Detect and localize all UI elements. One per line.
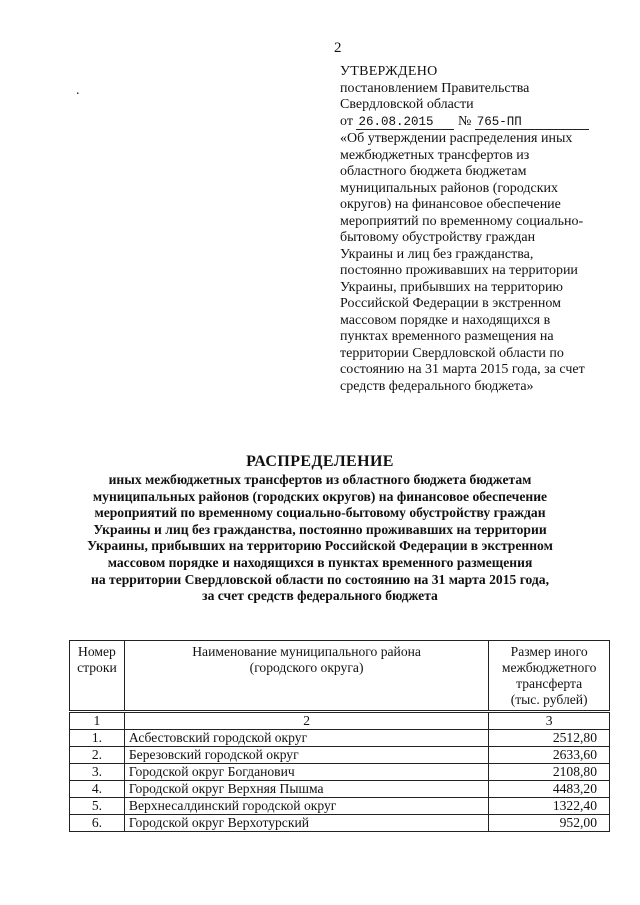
header-line: Размер иного [510,644,588,659]
header-row-number [70,641,125,712]
row-number: 6. [70,815,125,832]
header-line: строки [77,660,117,675]
header-line: Номер [78,644,116,659]
row-municipality: Верхнесалдинский городской округ [124,798,488,815]
quote-line: муниципальных районов (городских [340,180,559,196]
quote-line: межбюджетных трансфертов из [340,147,530,163]
date-prefix: от [340,113,353,129]
column-number-row [70,712,610,730]
subtitle-line: иных межбюджетных трансфертов из областного бюджета бюджетам [108,472,532,487]
subtitle-line: муниципальных районов (городских округов) на финансовое обеспечение [92,488,548,504]
approval-line-1: постановлением Правительства [340,80,530,96]
quote-line: состоянию на 31 марта 2015 года, за счет [340,362,585,377]
quote-line: массовом порядке и находящихся в [340,312,551,328]
header-line: (тыс. рублей) [510,692,588,707]
page-number: 2 [334,40,342,56]
approval-date: 26.08.2015 [356,116,454,130]
table-row [70,798,610,815]
quote-line: территории Свердловской области по [340,345,564,361]
approval-number: 765-ПП [475,116,589,130]
approval-block [340,64,620,395]
distribution-table [69,640,610,832]
row-amount: 2512,80 [489,730,610,747]
subtitle-line: массовом порядке и находящихся в пунктах временного размещения [107,554,533,570]
header-line: межбюджетного [501,660,597,675]
row-municipality: Городской округ Верхняя Пышма [124,781,488,798]
quote-line: «Об утверждении распределения иных [340,131,573,146]
approval-line-2: Свердловской области [340,97,474,112]
quote-line: мероприятий по временному социально- [340,213,584,229]
row-amount: 4483,20 [489,781,610,798]
subtitle-line: за счет средств федерального бюджета [202,588,438,604]
table-row [70,747,610,764]
row-municipality: Березовский городской округ [124,747,488,764]
quote-line: округов) на финансовое обеспечение [340,197,561,212]
quote-line: бытовому обустройству граждан [340,230,536,245]
row-number: 1. [70,730,125,747]
header-line: трансферта [516,676,583,691]
column-number: 3 [489,712,610,730]
quote-line: средств федерального бюджета» [340,378,534,394]
quote-line: пунктах временного размещения на [340,329,554,344]
document-title: РАСПРЕДЕЛЕНИЕ [246,453,394,470]
row-amount: 1322,40 [489,798,610,815]
table-header-row [70,641,610,712]
quote-line: Российской Федерации в экстренном [340,296,561,311]
quote-line: Украины, прибывших на территорию [340,279,563,295]
row-number: 5. [70,798,125,815]
header-line: Наименование муниципального района [192,644,421,659]
row-amount: 2108,80 [489,764,610,781]
table-row [70,730,610,747]
subtitle-line: мероприятий по временному социально-бытовому обустройству граждан [94,505,546,521]
header-transfer-amount [489,641,610,712]
column-number: 2 [124,712,488,730]
row-amount: 952,00 [489,815,610,832]
number-prefix: № [457,113,472,129]
row-number: 3. [70,764,125,781]
quote-line: постоянно проживавших на территории [340,263,578,278]
approval-quote [340,131,615,395]
quote-line: областного бюджета бюджетам [340,164,527,179]
row-municipality: Городской округ Богданович [124,764,488,781]
column-number: 1 [70,712,125,730]
row-municipality: Асбестовский городской округ [124,730,488,747]
approval-date-line [340,114,620,131]
table-row [70,815,610,832]
row-amount: 2633,60 [489,747,610,764]
scan-dot: . [76,83,80,98]
row-number: 4. [70,781,125,798]
header-line: (городского округа) [249,660,364,675]
header-municipality-name [124,641,488,712]
document-subtitle [40,472,600,605]
subtitle-line: Украины и лиц без гражданства, постоянно проживавших на территории [93,521,547,537]
table-row [70,764,610,781]
subtitle-line: на территории Свердловской области по состоянию на 31 марта 2015 года, [90,571,550,587]
table-row [70,781,610,798]
subtitle-line: Украины, прибывших на территорию Российской Федерации в экстренном [87,538,553,554]
quote-line: Украины и лиц без гражданства, [340,246,534,262]
row-number: 2. [70,747,125,764]
document-heading [40,452,600,605]
approval-heading: УТВЕРЖДЕНО [340,64,438,79]
row-municipality: Городской округ Верхотурский [124,815,488,832]
